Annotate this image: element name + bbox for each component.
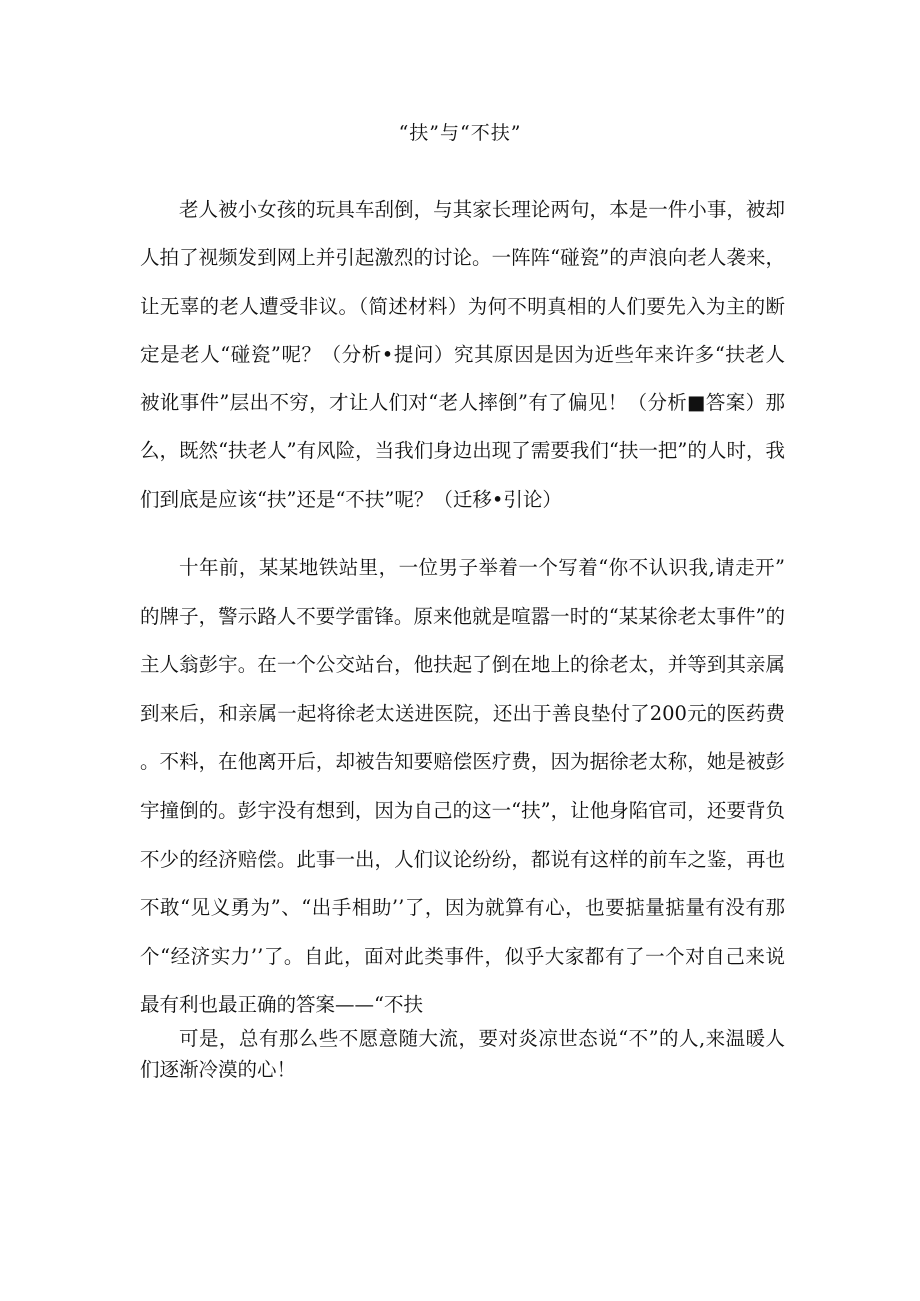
paragraph-example: 十年前，某某地铁站里，一位男子举着一个写着“你不认识我,请走开”的牌子，警示路人不要学雷锋。原来他就是喧嚣一时的“某某徐老太事件”的主人翁彭宇。在一个公交站台，他扶起了倒在地上的徐老太，并等到其亲属到来后，和亲属一起将徐老太送进医院，还出于善良垫付了200元的医药费。不料，在他离开后，却被告知要赔偿医疗费，因为据徐老太称，她是被彭宇撞倒的。彭宇没有想到，因为自己的这一“扶”，让他身陷官司，还要背负不少的经济赔偿。此事一出，人们议论纷纷，都说有这样的前车之鉴，再也不敢“见义勇为”、“出手相助’’了，因为就算有心，也要掂量掂量有没有那个“经济实力’’了。自此，面对此类事件，似乎大家都有了一个对自己来说最有利也最正确的答案——“不扶 bbox=[140, 556, 785, 1017]
paragraph-conclusion: 可是，总有那么些不愿意随大流，要对炎凉世态说“不”的人,来温暖人们逐渐冷漠的心！ bbox=[140, 1027, 785, 1081]
paragraph-intro: 老人被小女孩的玩具车刮倒，与其家长理论两句，本是一件小事，被却人拍了视频发到网上并引起激烈的讨论。一阵阵“碰瓷”的声浪向老人袭来，让无辜的老人遭受非议。（简述材料）为何不明真相的人们要先入为主的断定是老人“碰瓷”呢？（分析•提问）究其原因是因为近些年来许多“扶老人被讹事件”层出不穷，才让人们对“老人摔倒”有了偏见！（分析■答案）那么，既然“扶老人”有风险，当我们身边出现了需要我们“扶一把”的人时，我们到底是应该“扶”还是“不扶”呢？（迁移•引论） bbox=[140, 198, 785, 511]
document-title: “扶”与“不扶” bbox=[398, 122, 522, 144]
